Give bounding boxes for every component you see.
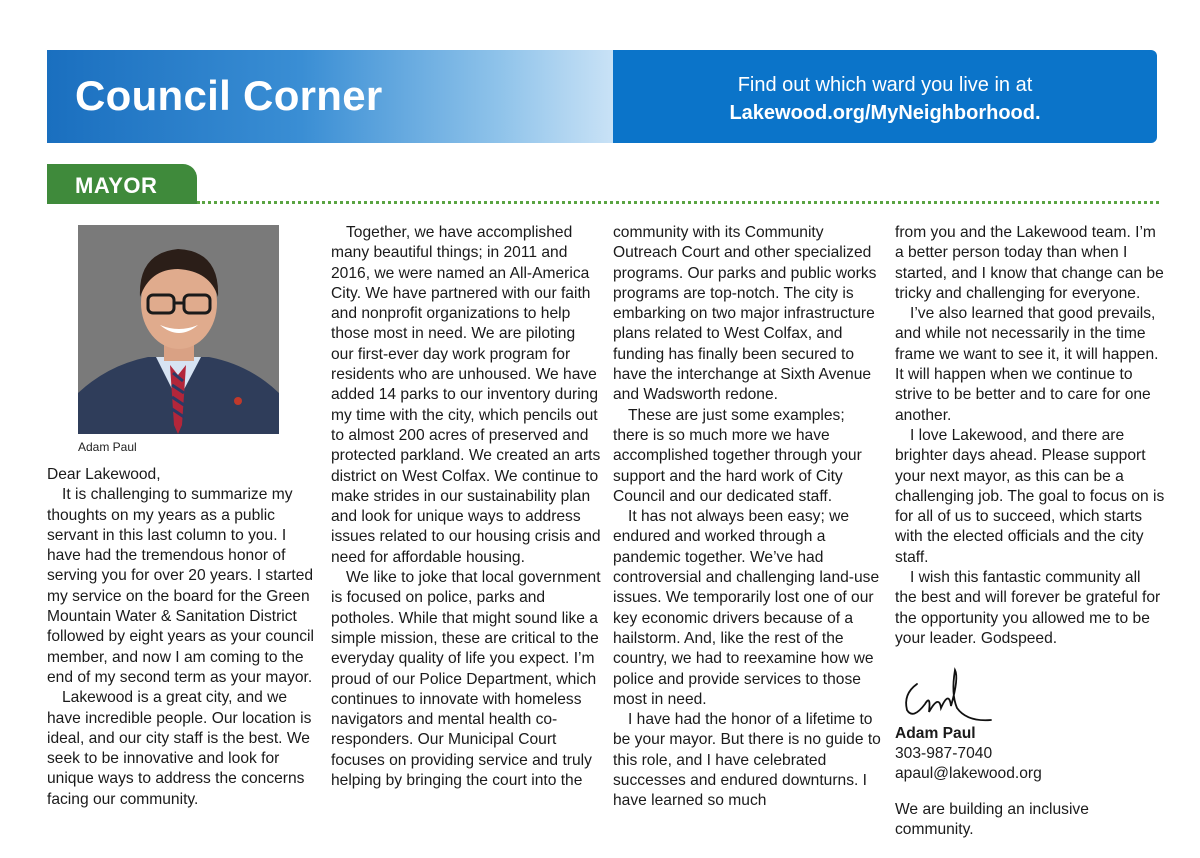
signature-phone: 303-987-7040	[895, 745, 993, 762]
signature-name: Adam Paul	[895, 725, 976, 742]
page-title: Council Corner	[75, 72, 383, 119]
paragraph: It is challenging to summarize my thoughts on my years as a public servant in this last column to you. I have had the tremendous honor of serving you for over 20 years. I started my service on the board for the Green Mountain Water & Sanitation District followed by eight years as your council member, and now I am coming to the end of my second term as your mayor.	[47, 486, 314, 686]
salutation: Dear Lakewood,	[47, 466, 161, 483]
photo-caption: Adam Paul	[78, 440, 137, 454]
section-label: MAYOR	[47, 164, 197, 204]
paragraph: I love Lakewood, and there are brighter days ahead. Please support your next mayor, as this can be a challenging job. The goal to focus on is for all of us to succeed, which starts with the elected officials and the city staff.	[895, 426, 1165, 566]
column-4	[895, 223, 1165, 649]
paragraph: It has not always been easy; we endured and worked through a pandemic together. We’ve had controversial and challenging land-use issues. We temporarily lost one of our key economic drivers because of a hailstorm. And, like the rest of the country, we had to reexamine how we police and provide services to those most in need.	[613, 508, 880, 708]
mayor-photo	[78, 225, 279, 434]
paragraph: We like to joke that local government is focused on police, parks and potholes. While that might sound like a simple mission, these are critical to the everyday quality of life you expect. I’m proud of our Police Department, which continues to innovate with homeless navigators and mental health co-responders. Our Municipal Court focuses on providing service and truly helping by bringing the court into the	[331, 569, 601, 790]
signature-email[interactable]: apaul@lakewood.org	[895, 765, 1042, 782]
paragraph: I wish this fantastic community all the best and will forever be grateful for the opportunity you allowed me to be your leader. Godspeed.	[895, 569, 1161, 647]
closing-tagline: We are building an inclusive community.	[895, 801, 1089, 839]
paragraph: Together, we have accomplished many beautiful things; in 2011 and 2016, we were named an All-America City. We have partnered with our faith and nonprofit organizations to help those most in need. We are piloting our first-ever day work program for residents who are unhoused. We have added 14 parks to our inventory during my time with the city, which pencils out to almost 200 acres of preserved and protected parkland. We created an arts district on West Colfax. We continue to make strides in our sustainability plan and look for unique ways to address issues related to our housing crisis and need for affordable housing.	[331, 224, 601, 566]
banner-title-panel	[47, 50, 613, 143]
portrait-illustration	[78, 225, 279, 434]
paragraph: I’ve also learned that good prevails, and while not necessarily in the time frame we want to see it, it will happen. It will happen when we continue to strive to be better and to care for one another.	[895, 305, 1159, 424]
column-1	[47, 465, 317, 810]
column-3	[613, 223, 883, 812]
paragraph: from you and the Lakewood team. I’m a better person today than when I started, and I know that change can be tricky and challenging for everyone.	[895, 224, 1164, 302]
header-banner	[47, 50, 1157, 143]
ward-prompt: Find out which ward you live in at	[737, 74, 1033, 96]
ward-link[interactable]: Lakewood.org/MyNeighborhood.	[729, 102, 1041, 124]
signature-graphic	[895, 664, 995, 726]
paragraph: These are just some examples; there is so much more we have accomplished together through your support and the hard work of City Council and our dedicated staff.	[613, 406, 862, 505]
paragraph: Lakewood is a great city, and we have incredible people. Our location is ideal, and our city staff is the best. We seek to be innovative and look for unique ways to address the concerns facing our community.	[47, 689, 312, 808]
banner-info-panel	[613, 50, 1157, 143]
dotted-divider	[197, 201, 1159, 204]
paragraph: I have had the honor of a lifetime to be your mayor. But there is no guide to this role, and I have celebrated successes and endured downturns. I have learned so much	[613, 711, 881, 810]
column-2	[331, 223, 601, 791]
paragraph: community with its Community Outreach Court and other specialized programs. Our parks and public works programs are top-notch. The city is embarking on two major infrastructure plans related to West Colfax, and funding has finally been secured to have the interchange at Sixth Avenue and Wadsworth redone.	[613, 224, 877, 404]
